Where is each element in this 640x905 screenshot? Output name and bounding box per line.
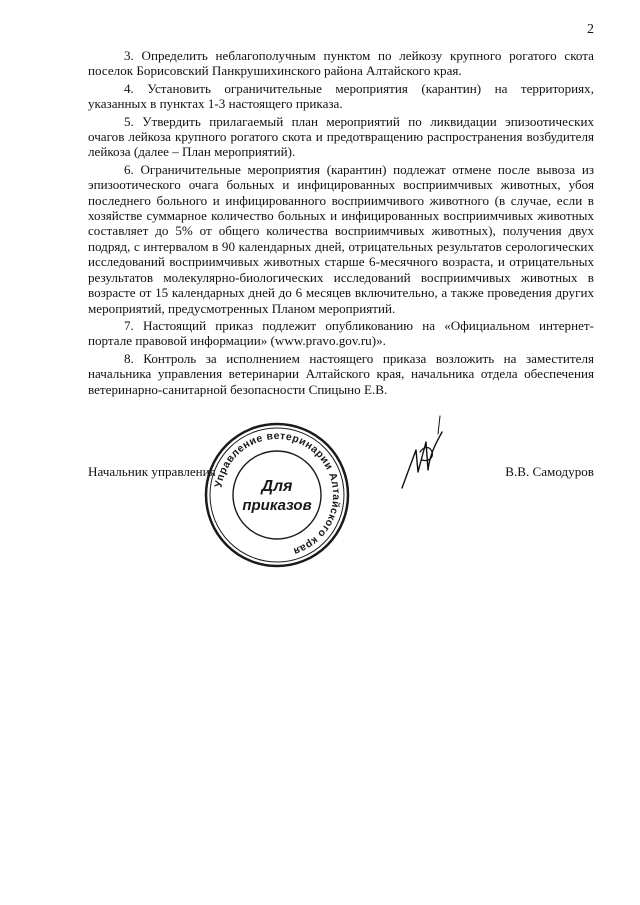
stamp-center-line2: приказов [242, 497, 312, 514]
paragraph-4: 4. Установить ограничительные мероприятия (карантин) на территориях, указанных в пунктах 1-3 настоящего приказа. [88, 80, 594, 112]
paragraph-7: 7. Настоящий приказ подлежит опубликованию на «Официальном интернет-портале правовой информации» (www.pravo.gov.ru)». [88, 317, 594, 349]
signatory-position: Начальник управления [88, 464, 216, 479]
signatory-name: В.В. Самодуров [505, 464, 594, 479]
round-stamp [202, 420, 352, 570]
paragraph-5: 5. Утвердить прилагаемый план мероприятий по ликвидации эпизоотических очагов лейкоза крупного рогатого скота и предотвращению распространения возбудителя лейкоза (далее – План мероприятий). [88, 113, 594, 160]
stamp-ring-text: Управление ветеринарии Алтайского края [212, 429, 343, 558]
handwritten-signature [396, 412, 448, 494]
paragraph-8: 8. Контроль за исполнением настоящего приказа возложить на заместителя начальника управления ветеринарии Алтайского края, начальника отдела обеспечения ветеринарно-санитарной безопасности Спицыно Е.В. [88, 350, 594, 397]
stamp-center-line1: Для [261, 478, 293, 495]
page-number: 2 [587, 22, 594, 37]
paragraph-6: 6. Ограничительные мероприятия (карантин) подлежат отмене после вывоза из эпизоотического очага больных и инфицированных восприимчивых животных, убоя последнего больного и инфицированного восприимчивого животного (в случае, если в хозяйстве суммарное количество больных и инфицированных восприимчивых животных составляет до 5% от общего количества восприимчивых животных), получения двух подряд, с интервалом в 90 календарных дней, отрицательных результатов серологических исследований восприимчивых животных старше 6-месячного возраста, и отрицательных результатов молекулярно-биологических исследований восприимчивых животных в возрасте от 15 календарных дней до 6 месяцев включительно, а также проведения других мероприятий, предусмотренных Планом мероприятий. [88, 161, 594, 316]
document-body [88, 48, 594, 399]
paragraph-3: 3. Определить неблагополучным пунктом по лейкозу крупного рогатого скота поселок Борисовский Панкрушихинского района Алтайского края. [88, 48, 594, 79]
